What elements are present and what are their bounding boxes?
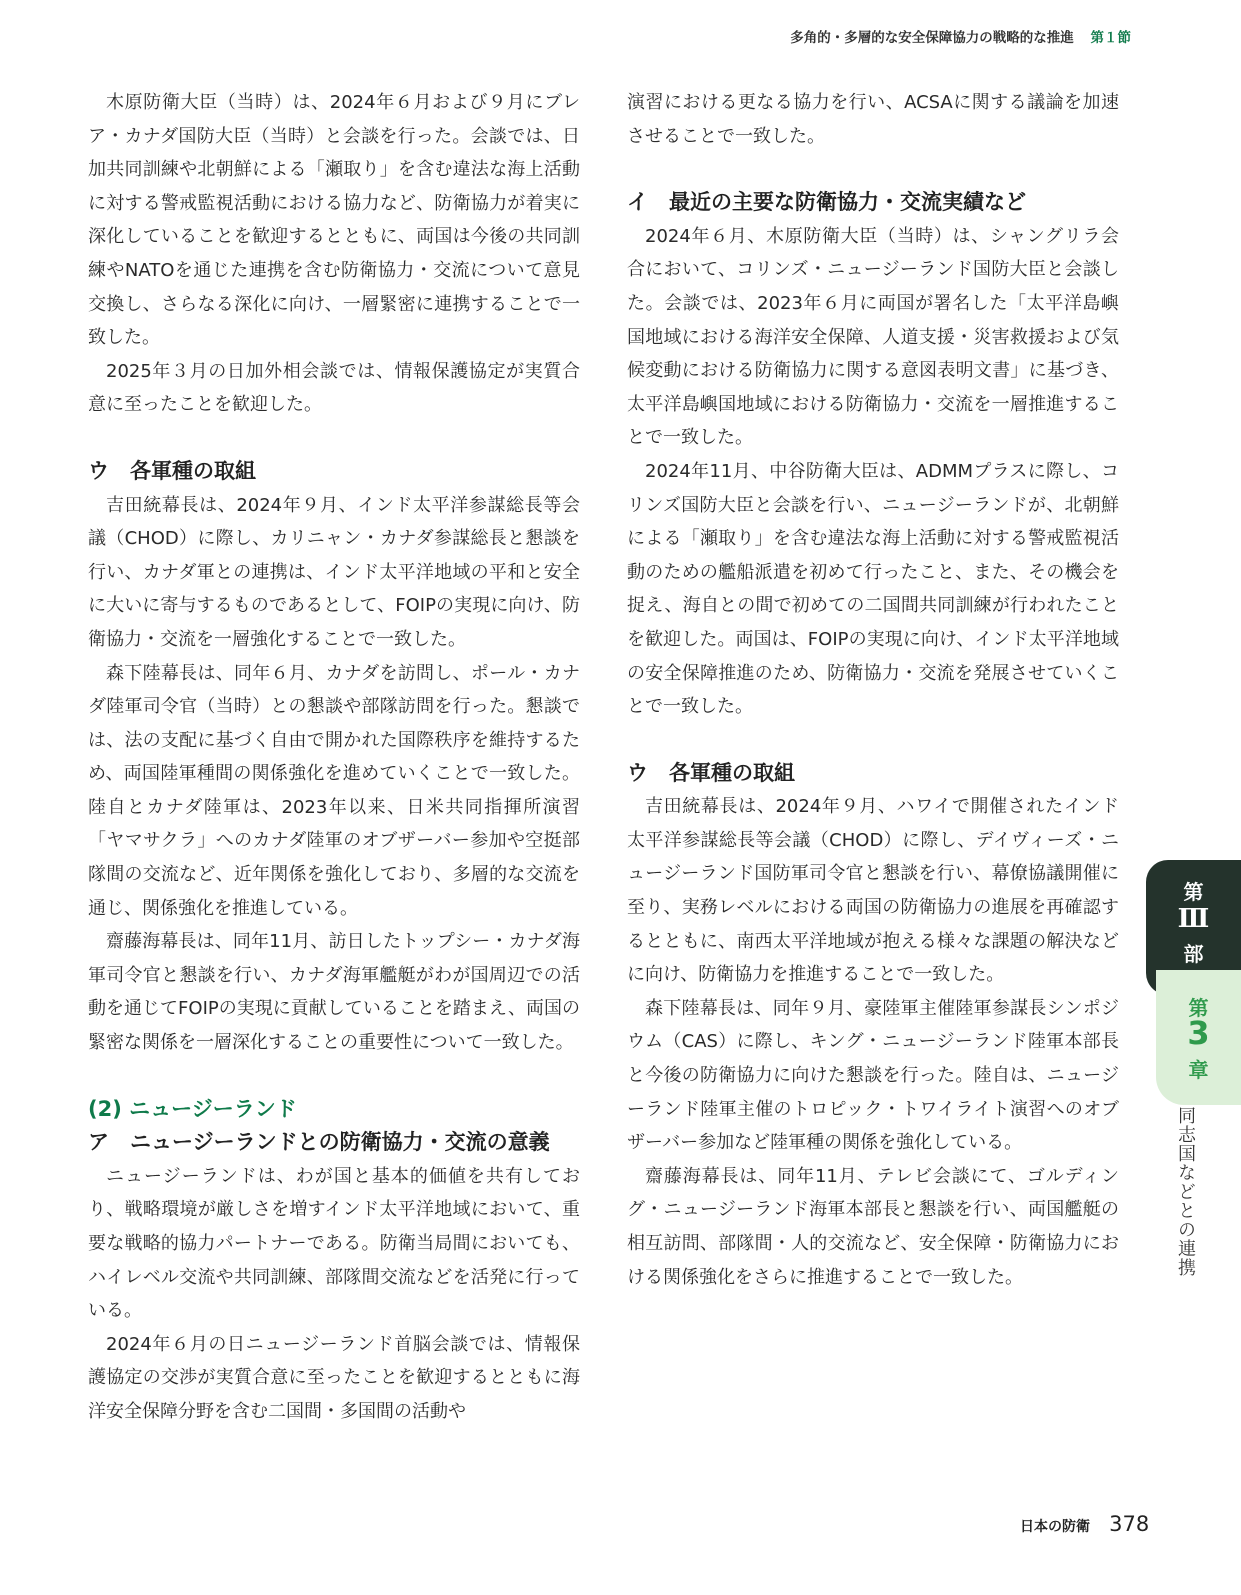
paragraph: 木原防衛大臣（当時）は、2024年６月および９月にブレア・カナダ国防大臣（当時）と会談を行った。会談では、日加共同訓練や北朝鮮による「瀬取り」を含む違法な海上活動に対する警戒監視活動における協力など、防衛協力が着実に深化していることを歓迎するとともに、両国は今後の共同訓練やNATOを通じた連携を含む防衛協力・交流について意見交換し、さらなる深化に向け、一層緊密に連携することで一致した。: [88, 92, 580, 349]
paragraph: 齋藤海幕長は、同年11月、テレビ会談にて、ゴルディング・ニュージーランド海軍本部長と懇談を行い、両国艦艇の相互訪問、部隊間・人的交流など、安全保障・防衛協力における関係強化をさらに推進することで一致した。: [627, 1165, 1119, 1288]
page-number: 378: [1109, 1512, 1150, 1536]
running-header: [790, 26, 1131, 46]
part-tab-number: Ⅲ: [1177, 904, 1210, 934]
chapter-title: 同志国などとの連携: [1175, 1106, 1196, 1277]
paragraph: 森下陸幕長は、同年９月、豪陸軍主催陸軍参謀長シンポジウム（CAS）に際し、キング・ニュージーランド陸軍本部長と今後の防衛協力に向けた懇談を行った。陸自は、ニュージーランド陸軍主催のトロピック・トワイライト演習へのオブザーバー参加など陸軍種の関係を強化している。: [627, 997, 1119, 1154]
chapter-tab-top: 第: [1188, 996, 1209, 1020]
left-column: [88, 86, 580, 1429]
paragraph: 齋藤海幕長は、同年11月、訪日したトップシー・カナダ海軍司令官と懇談を行い、カナダ海軍艦艇がわが国周辺での活動を通じてFOIPの実現に貢献していることを踏まえ、両国の緊密な関係を一層深化することの重要性について一致した。: [88, 931, 580, 1054]
chapter-tab-bottom: 章: [1188, 1058, 1209, 1082]
paragraph: 2024年11月、中谷防衛大臣は、ADMMプラスに際し、コリンズ国防大臣と会談を行い、ニュージーランドが、北朝鮮による「瀬取り」を含む違法な海上活動に対する警戒監視活動のための艦船派遣を初めて行ったこと、また、その機会を捉え、海自との間で初めての二国間共同訓練が行われたことを歓迎した。両国は、FOIPの実現に向け、インド太平洋地域の安全保障推進のため、防衛協力・交流を発展させていくことで一致した。: [627, 460, 1119, 718]
subheading: ア ニュージーランドとの防衛協力・交流の意義: [88, 1130, 550, 1155]
part-tab-bottom: 部: [1183, 942, 1204, 966]
header-section: 第１節: [1090, 30, 1131, 46]
paragraph: 吉田統幕長は、2024年９月、ハワイで開催されたインド太平洋参謀総長等会議（CHOD）に際し、デイヴィーズ・ニュージーランド国防軍司令官と懇談を行い、幕僚協議開催に至り、実務レベルにおける両国の防衛協力の進展を再確認するとともに、南西太平洋地域が抱える様々な課題の解決などに向け、防衛協力を推進することで一致した。: [627, 796, 1119, 986]
part-tab-top: 第: [1183, 880, 1204, 904]
paragraph-continued: 演習における更なる協力を行い、ACSAに関する議論を加速させることで一致した。: [627, 92, 1119, 147]
paragraph: ニュージーランドは、わが国と基本的価値を共有しており、戦略環境が厳しさを増すインド太平洋地域において、重要な戦略的協力パートナーである。防衛当局間においても、ハイレベル交流や共同訓練、部隊間交流などを活発に行っている。: [88, 1165, 580, 1322]
paragraph: 2024年６月、木原防衛大臣（当時）は、シャングリラ会合において、コリンズ・ニュージーランド国防大臣と会談した。会談では、2023年６月に両国が署名した「太平洋島嶼国地域における海洋安全保障、人道支援・災害救援および気候変動における防衛協力に関する意図表明文書」に基づき、太平洋島嶼国地域における防衛協力・交流を一層推進することで一致した。: [627, 225, 1119, 449]
subheading: ウ 各軍種の取組: [627, 760, 795, 785]
subheading: ウ 各軍種の取組: [88, 458, 256, 483]
paragraph: 2025年３月の日加外相会談では、情報保護協定が実質合意に至ったことを歓迎した。: [88, 360, 580, 416]
paragraph: 2024年６月の日ニュージーランド首脳会談では、情報保護協定の交渉が実質合意に至ったことを歓迎するとともに海洋安全保障分野を含む二国間・多国間の活動や: [88, 1333, 580, 1422]
footer-title: 日本の防衛: [1020, 1519, 1090, 1535]
chapter-tab-number: 3: [1187, 1014, 1210, 1052]
chapter-tab: [1156, 970, 1241, 1105]
paragraph: 森下陸幕長は、同年６月、カナダを訪問し、ポール・カナダ陸軍司令官（当時）との懇談や部隊訪問を行った。懇談では、法の支配に基づく自由で開かれた国際秩序を維持するため、両国陸軍種間の関係強化を進めていくことで一致した。陸自とカナダ陸軍は、2023年以来、日米共同指揮所演習「ヤマサクラ」へのカナダ陸軍のオブザーバー参加や空挺部隊間の交流など、近年関係を強化しており、多層的な交流を通じ、関係強化を推進している。: [88, 662, 580, 919]
paragraph: 吉田統幕長は、2024年９月、インド太平洋参謀総長等会議（CHOD）に際し、カリニャン・カナダ参謀総長と懇談を行い、カナダ軍との連携は、インド太平洋地域の平和と安全に大いに寄与するものであるとして、FOIPの実現に向け、防衛協力・交流を一層強化することで一致した。: [88, 494, 580, 650]
section-heading: (2) ニュージーランド: [88, 1096, 297, 1121]
page-footer: [1020, 1512, 1149, 1536]
subheading: イ 最近の主要な防衛協力・交流実績など: [627, 190, 1026, 215]
right-column: [627, 86, 1119, 1294]
header-title: 多角的・多層的な安全保障協力の戦略的な推進: [790, 30, 1074, 46]
